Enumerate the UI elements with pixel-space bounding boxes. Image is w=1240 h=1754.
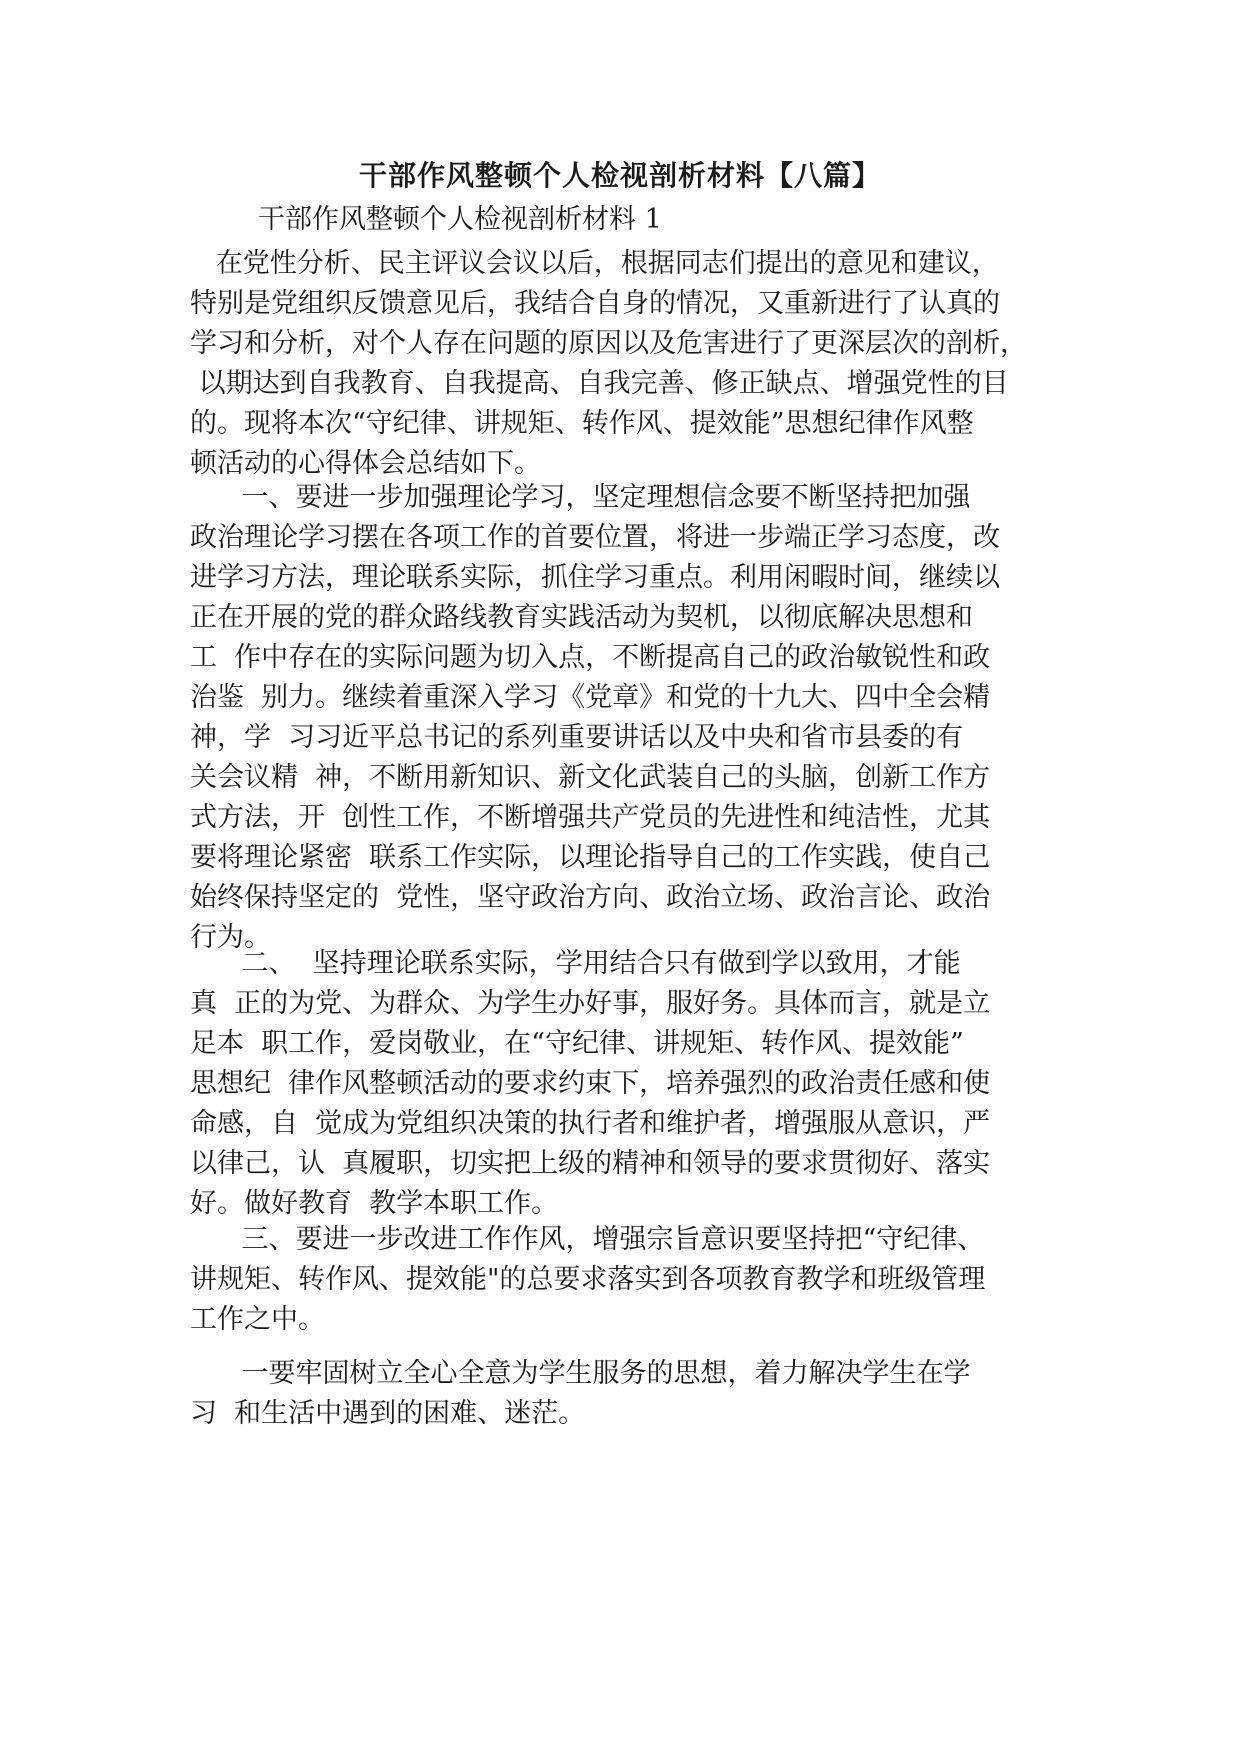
text-line: 足本 职工作，爱岗敬业，在“守纪律、讲规矩、转作风、提效能”: [190, 1028, 964, 1059]
text-line: 行为。: [190, 922, 271, 953]
text-line: 三、要进一步改进工作作风，增强宗旨意识要坚持把“守纪律、: [190, 1224, 985, 1255]
document-subtitle: 干部作风整顿个人检视剖析材料 1: [258, 204, 662, 235]
text-line: 学习和分析，对个人存在问题的原因以及危害进行了更深层次的剖析，: [190, 328, 1027, 359]
text-line: 二、 坚持理论联系实际，学用结合只有做到学以致用，才能: [190, 948, 961, 979]
paragraph-section-1: [190, 478, 1090, 958]
text-line: 好。做好教育 教学本职工作。: [190, 1188, 559, 1219]
text-line: 思想纪 律作风整顿活动的要求约束下，培养强烈的政治责任感和使: [190, 1068, 991, 1099]
text-line: 以期达到自我教育、自我提高、自我完善、修正缺点、增强党性的目: [190, 368, 1009, 399]
text-line: 一、要进一步加强理论学习，坚定理想信念要不断坚持把加强: [190, 482, 971, 513]
text-line: 式方法，开 创性工作，不断增强共产党员的先进性和纯洁性，尤其: [190, 802, 991, 833]
text-line: 要将理论紧密 联系工作实际，以理论指导自己的工作实践，使自己: [190, 842, 991, 873]
paragraph-section-3: [190, 1220, 1090, 1340]
text-line: 讲规矩、转作风、提效能"的总要求落实到各项教育教学和班级管理: [190, 1264, 986, 1295]
text-line: 以律己，认 真履职，切实把上级的精神和领导的要求贯彻好、落实: [190, 1148, 991, 1179]
text-line: 顿活动的心得体会总结如下。: [190, 448, 541, 479]
text-line: 工作之中。: [190, 1304, 325, 1335]
paragraph-intro: [190, 244, 1090, 484]
text-line: 命感，自 觉成为党组织决策的执行者和维护者，增强服从意识，严: [190, 1108, 991, 1139]
text-line: 正在开展的党的群众路线教育实践活动为契机，以彻底解决思想和: [190, 602, 973, 633]
text-line: 工 作中存在的实际问题为切入点，不断提高自己的政治敏锐性和政: [190, 642, 991, 673]
text-line: 政治理论学习摆在各项工作的首要位置，将进一步端正学习态度，改: [190, 522, 1000, 553]
text-line: 的。现将本次“守纪律、讲规矩、转作风、提效能”思想纪律作风整: [190, 408, 974, 439]
text-line: 始终保持坚定的 党性，坚守政治方向、政治立场、政治言论、政治: [190, 882, 991, 913]
text-line: 进学习方法，理论联系实际，抓住学习重点。利用闲暇时间，继续以: [190, 562, 1000, 593]
text-line: 习 和生活中遇到的困难、迷茫。: [190, 1398, 586, 1429]
text-line: 在党性分析、民主评议会议以后，根据同志们提出的意见和建议，: [190, 248, 999, 279]
text-line: 真 正的为党、为群众、为学生办好事，服好务。具体而言，就是立: [190, 988, 991, 1019]
document-title: 干部作风整顿个人检视剖析材料【八篇】: [358, 159, 881, 192]
text-line: 关会议精 神，不断用新知识、新文化武装自己的头脑，创新工作方: [190, 762, 991, 793]
text-line: 治鉴 别力。继续着重深入学习《党章》和党的十九大、四中全会精: [190, 682, 991, 713]
paragraph-section-2: [190, 944, 1090, 1224]
text-line: 神，学 习习近平总书记的系列重要讲话以及中央和省市县委的有: [190, 722, 964, 753]
paragraph-section-3-item-1: [190, 1354, 1090, 1434]
text-line: 一要牢固树立全心全意为学生服务的思想，着力解决学生在学: [190, 1358, 971, 1389]
text-line: 特别是党组织反馈意见后，我结合自身的情况，又重新进行了认真的: [190, 288, 1000, 319]
